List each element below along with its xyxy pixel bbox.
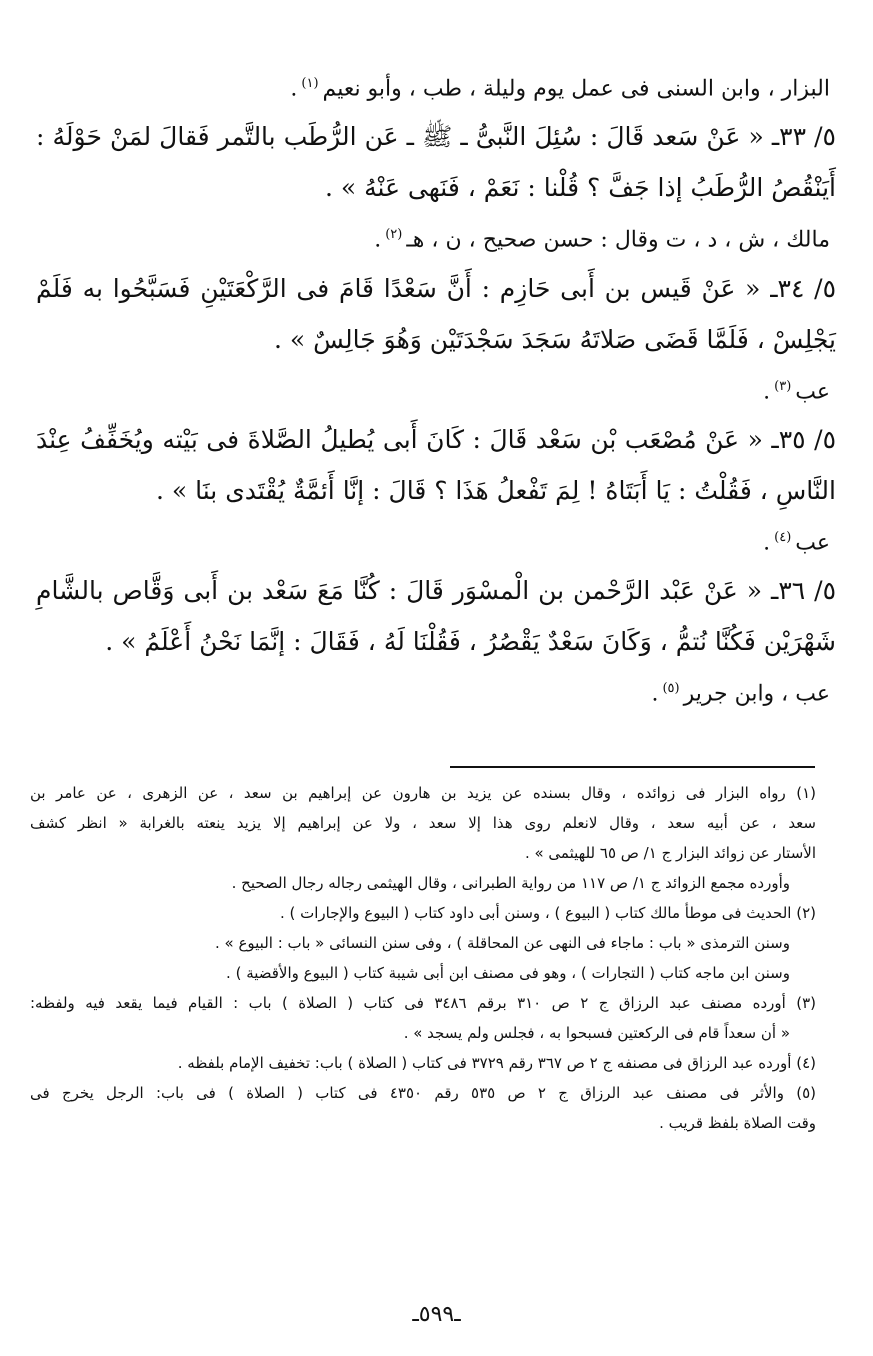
footnote-ref: (٢) xyxy=(385,227,403,243)
hadith-line: ٥/ ٣٣ـ « عَنْ سَعد قَالَ : سُئِلَ النَّبىُّ ـ ﷺ ـ عَن الرُّطَب بالتَّمر فَقالَ لمَنْ حَوْلَهُ : xyxy=(36,122,836,152)
footnote-ref: (٥) xyxy=(662,681,680,697)
source-citation: مالك ، ش ، د ، ت وقال : حسن صحيح ، ن ، هـ$^{(٢)}$. xyxy=(374,227,830,253)
footnote-line: الأستار عن زوائد البزار ج ١/ ص ٦٥ للهيثمى » . xyxy=(524,844,816,862)
footnotes xyxy=(30,778,816,1138)
footnote-line: وقت الصلاة بلفظ قريب . xyxy=(659,1114,816,1132)
footnote-line: (١) رواه البزار فى زوائده ، وقال بسنده عن يزيد بن هارون عن إبراهيم بن سعد ، عن الزهرى ، عن عامر بن xyxy=(30,784,816,802)
page-number: ـ٥٩٩ـ xyxy=(412,1302,461,1327)
hadith-line: أَيَنْقُصُ الرُّطَبُ إذا جَفَّ ؟ قُلْنا : نَعَمْ ، فَنَهى عَنْهُ » . xyxy=(324,173,836,203)
footnote-line: وأورده مجمع الزوائد ج ١/ ص ١١٧ من رواية الطبرانى ، وقال الهيثمى رجاله رجال الصحيح . xyxy=(231,874,790,892)
hadith-line: ٥/ ٣٥ـ « عَنْ مُصْعَب بْن سَعْد قَالَ : كَانَ أَبى يُطيلُ الصَّلاةَ فى بَيْته ويُخَفِّفُ عِنْدَ xyxy=(36,424,836,454)
source-citation: البزار ، وابن السنى فى عمل يوم وليلة ، طب ، وأبو نعيم$^{(١)}$. xyxy=(290,76,830,102)
footnote-ref: (١) xyxy=(301,76,319,91)
source-citation: عب$^{(٤)}$. xyxy=(763,529,830,556)
main-text xyxy=(36,62,836,717)
footnote-separator xyxy=(450,766,815,768)
hadith-line: شَهْرَيْن فَكُنَّا نُتمُّ ، وَكَانَ سَعْدٌ يَقْصُرُ ، فَقُلْنَا لَهُ ، فَقَالَ : إنَّمَا نَحْنُ أَعْلَمُ » . xyxy=(105,627,836,657)
footnote-ref: (٣) xyxy=(774,378,792,394)
footnote-line: (٣) أورده مصنف عبد الرزاق ج ٢ ص ٣١٠ برقم ٣٤٨٦ فى كتاب ( الصلاة ) باب : القيام فيما يقعد فيه ولفظه: xyxy=(30,994,816,1012)
footnote-line: وسنن ابن ماجه كتاب ( التجارات ) ، وهو فى مصنف ابن أبى شيبة كتاب ( البيوع والأقضية ) . xyxy=(226,964,790,982)
footnote-line: سعد ، عن أبيه سعد ، وقال لانعلم روى هذا إلا سعد ، ولا عن إبراهيم إلا يزيد ينعته بالغرابة « انظر كشف xyxy=(30,814,816,832)
footnote-line: وسنن الترمذى « باب : ماجاء فى النهى عن المحاقلة ) ، وفى سنن النسائى « باب : البيوع » . xyxy=(214,934,790,952)
footnote-line: (٢) الحديث فى موطأ مالك كتاب ( البيوع ) ، وسنن أبى داود كتاب ( البيوع والإجارات ) . xyxy=(279,904,816,922)
hadith-line: ٥/ ٣٦ـ « عَنْ عَبْد الرَّحْمن بن الْمسْوَر قَالَ : كُنَّا مَعَ سَعْد بن أَبى وَقَّاص بالشَّامِ xyxy=(36,576,836,606)
hadith-line: النَّاسِ ، فَقُلْتُ : يَا أَبَتَاهُ ! لِمَ تَفْعلُ هَذَا ؟ قَالَ : إنَّا أَئمَّةٌ يُقْتَدى بنَا » . xyxy=(156,475,836,505)
hadith-line: يَجْلِسْ ، فَلَمَّا قَضَى صَلاتَهُ سَجَدَ سَجْدَتَيْن وَهُوَ جَالِسٌ » . xyxy=(274,324,836,354)
source-citation: عب$^{(٣)}$. xyxy=(763,378,830,404)
footnote-line: (٥) والأثر فى مصنف عبد الرزاق ج ٢ ص ٥٣٥ رقم ٤٣٥٠ فى كتاب ( الصلاة ) فى باب: الرجل يخرج فى xyxy=(30,1084,817,1102)
hadith-line: ٥/ ٣٤ـ « عَنْ قَيس بن أَبى حَازِم : أَنَّ سَعْدًا قَامَ فى الرَّكْعَتَيْنِ فَسَبَّحُوا به فَلَمْ xyxy=(36,273,836,303)
source-citation: عب ، وابن جرير$^{(٥)}$. xyxy=(651,681,830,707)
footnote-ref: (٤) xyxy=(774,529,792,545)
footnote-line: « أن سعداً قام فى الركعتين فسبحوا به ، فجلس ولم يسجد » . xyxy=(403,1024,790,1042)
footnote-line: (٤) أورده عبد الرزاق فى مصنفه ج ٢ ص ٣٦٧ رقم ٣٧٢٩ فى كتاب ( الصلاة ) باب: تخفيف الإمام بلفظه . xyxy=(177,1054,816,1072)
